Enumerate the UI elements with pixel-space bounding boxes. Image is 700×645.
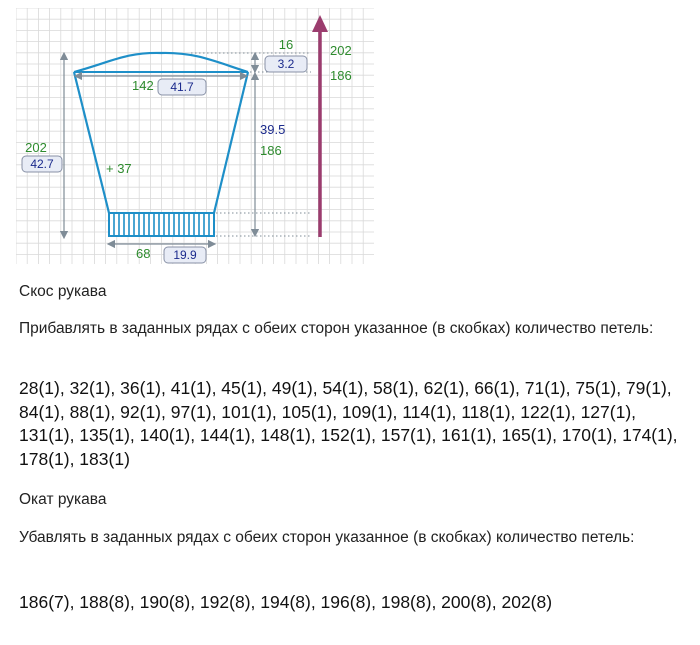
label-cuff-stitches: 68 — [136, 246, 151, 261]
label-cuff-cm: 19.9 — [173, 248, 197, 262]
label-cap-rows: 16 — [278, 37, 294, 52]
sleeve-diagram — [16, 8, 376, 266]
label-side-rows: 202 — [25, 140, 47, 155]
label-body-cm: 39.5 — [260, 122, 286, 137]
label-increase: + 37 — [106, 161, 132, 176]
cap-title: Окат рукава — [19, 491, 107, 508]
label-total-rows: 202 — [330, 43, 352, 58]
slope-values: 28(1), 32(1), 36(1), 41(1), 45(1), 49(1), 54(1), 58(1), 62(1), 66(1), 71(1), 75(1), 79(1), 84(1), 88(1), 92(1), 97(1), 101(1), 105(1), 109(1), 114(1), 118(1), 122(1), 127(1), 131(1), 135(1), 140(1), 144(1), 148(1), 152(1), 157(1), 161(1), 165(1), 170(1), 174(1), 178(1), 183(1) — [19, 378, 678, 469]
label-side-cm: 42.7 — [30, 157, 54, 171]
label-total-rows-arrow: 186 — [330, 68, 352, 83]
slope-title: Скос рукава — [19, 283, 107, 300]
direction-arrowhead — [312, 15, 328, 32]
label-top-width-stitches: 142 — [132, 78, 154, 93]
sleeve-cap — [74, 53, 248, 72]
cap-values: 186(7), 188(8), 190(8), 192(8), 194(8), 196(8), 198(8), 200(8), 202(8) — [19, 592, 553, 612]
label-top-width-cm: 41.7 — [170, 80, 194, 94]
label-body-rows: 186 — [260, 143, 282, 158]
label-cap-cm: 3.2 — [277, 57, 295, 71]
slope-description: Прибавлять в заданных рядах с обеих сторон указанное (в скобках) количество петель: — [19, 320, 654, 337]
cap-description: Убавлять в заданных рядах с обеих сторон указанное (в скобках) количество петель: — [19, 529, 635, 546]
